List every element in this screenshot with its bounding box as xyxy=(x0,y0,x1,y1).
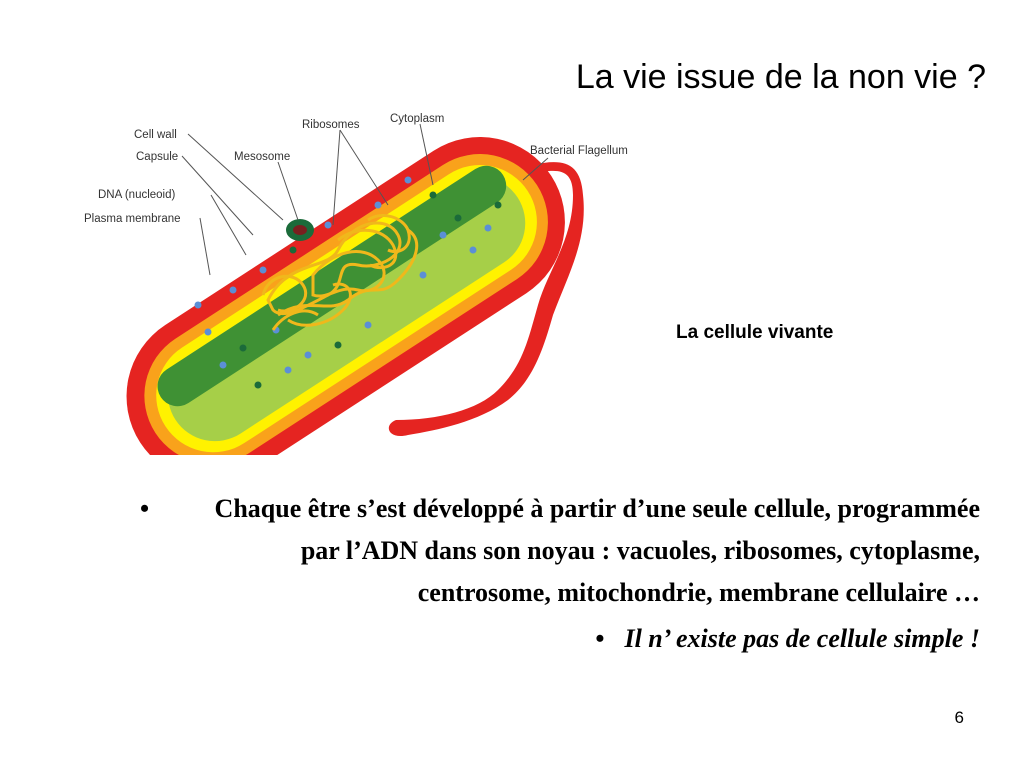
bullet-text-1: Chaque être s’est développé à partir d’une seule cellule, programmée par l’ADN dans son noyau : vacuoles, ribosomes, cytoplasme, centrosome, mitochondrie, membrane cellulaire … xyxy=(214,494,980,607)
bullet-marker: • xyxy=(595,624,605,653)
bullet-item-1 xyxy=(130,488,980,614)
bullet-list xyxy=(130,488,980,660)
label-cytoplasm: Cytoplasm xyxy=(390,113,445,125)
page-number: 6 xyxy=(954,708,964,727)
label-ribosomes: Ribosomes xyxy=(302,119,360,131)
bacterial-cell-diagram xyxy=(78,100,668,455)
slide-title: La vie issue de la non vie ? xyxy=(575,58,986,96)
label-mesosome: Mesosome xyxy=(234,151,291,163)
label-flagellum: Bacterial Flagellum xyxy=(530,145,628,157)
diagram-caption: La cellule vivante xyxy=(676,322,834,343)
bullet-text-2: Il n’ existe pas de cellule simple ! xyxy=(624,624,980,653)
label-capsule: Capsule xyxy=(136,151,179,163)
bullet-item-2 xyxy=(130,618,980,660)
mesosome-core xyxy=(293,225,307,235)
bullet-marker: • xyxy=(140,494,150,523)
label-plasma-membrane: Plasma membrane xyxy=(84,213,181,225)
label-dna: DNA (nucleoid) xyxy=(98,189,176,201)
label-cell-wall: Cell wall xyxy=(134,129,177,141)
